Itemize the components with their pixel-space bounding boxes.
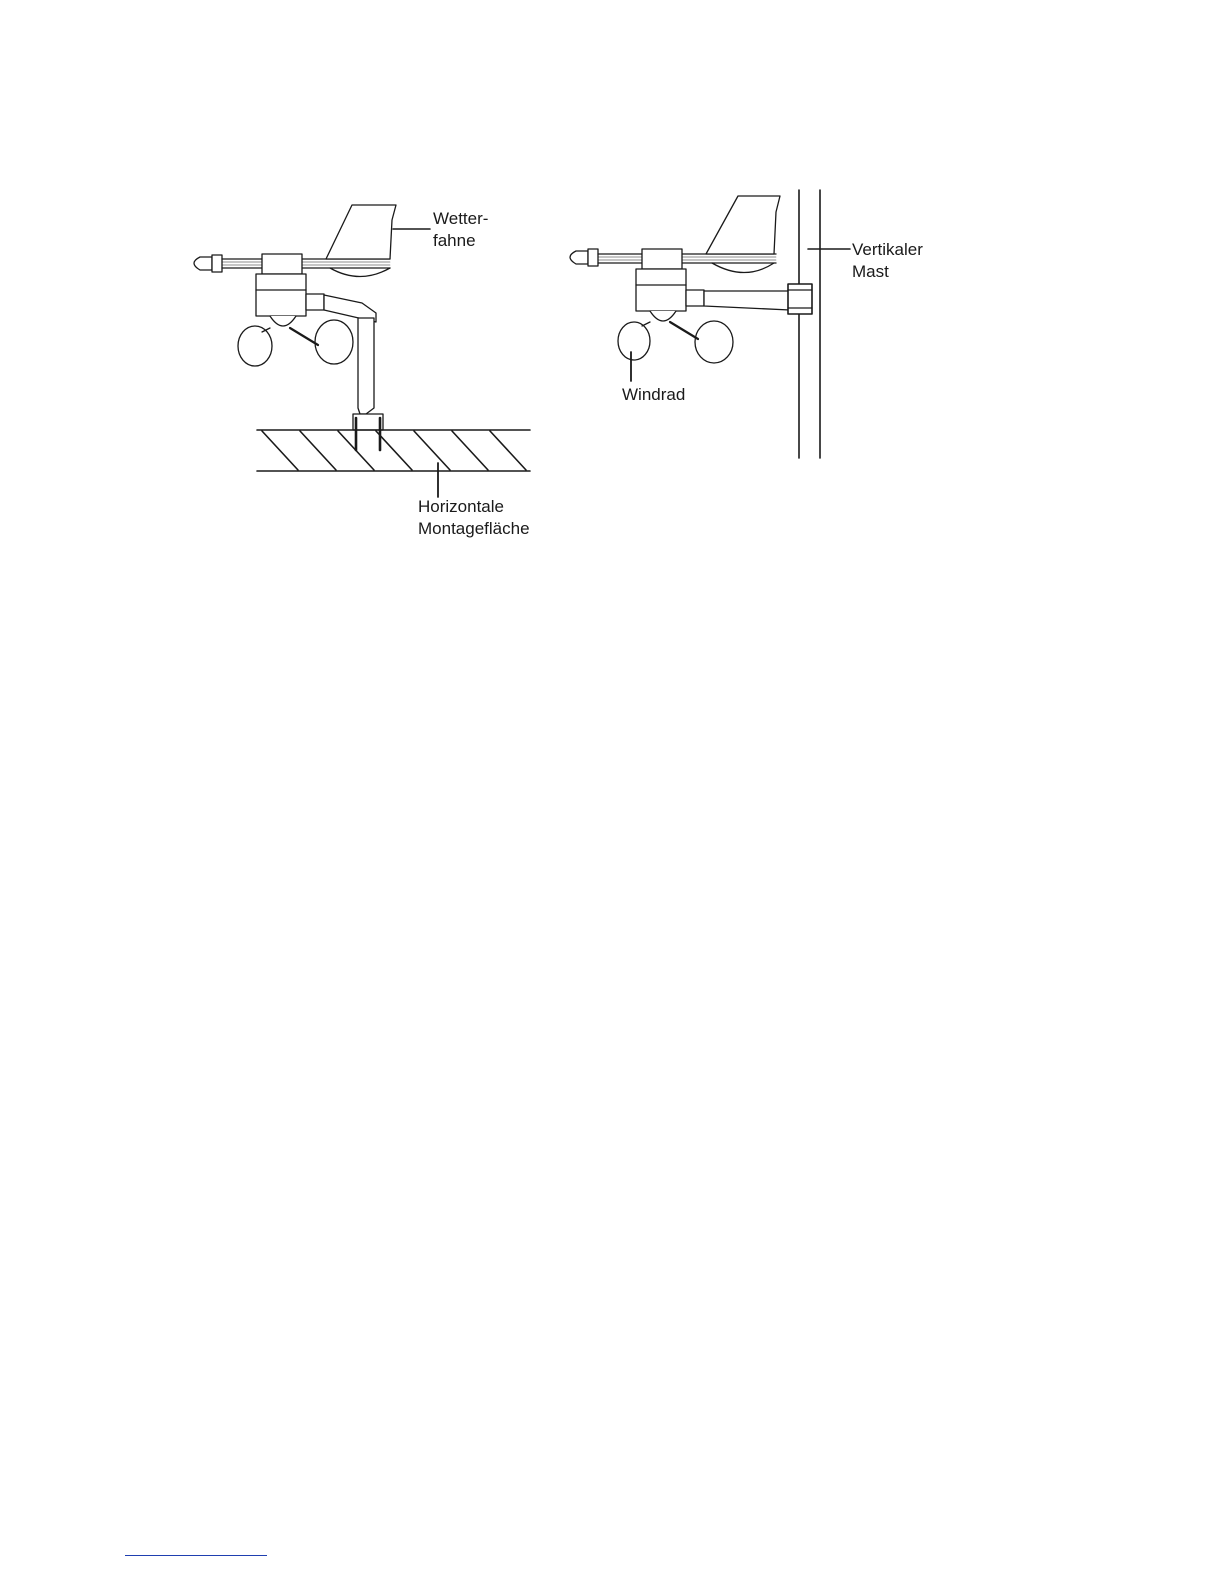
mounting-diagram (0, 0, 1224, 600)
horizontal-mounting-surface (257, 418, 530, 471)
left-cup-1 (238, 326, 272, 366)
right-sensor-assembly (570, 196, 790, 363)
left-cup-2 (315, 320, 353, 364)
left-vane-fin (326, 205, 396, 259)
left-arm-hub (262, 254, 302, 274)
label-windrad (622, 384, 685, 406)
vertical-mast (788, 190, 820, 458)
left-nose-cap (194, 257, 212, 270)
right-vane-fin (706, 196, 780, 254)
right-nose-cap (570, 251, 588, 264)
label-vertikaler-mast-line2: Mast (852, 262, 889, 281)
left-housing (256, 274, 306, 316)
label-wetterfahne-line1: Wetter- (433, 209, 489, 228)
right-cup-2 (695, 321, 733, 363)
label-vertikaler-mast-line1: Vertikaler (852, 240, 923, 259)
left-cup-hub (270, 316, 296, 326)
label-vertikaler-mast (852, 239, 923, 283)
left-nose-collar (212, 255, 222, 272)
label-wetterfahne-line2: fahne (433, 231, 476, 250)
right-cup-hub (650, 311, 676, 321)
label-montageflaeche-line2: Montagefläche (418, 519, 530, 538)
right-arm-hub (642, 249, 682, 269)
label-windrad-text: Windrad (622, 385, 686, 404)
right-housing (636, 269, 686, 311)
left-post (358, 318, 374, 414)
mounting-diagram-drawing (0, 0, 1224, 600)
label-montageflaeche-line1: Horizontale (418, 497, 504, 516)
label-montageflaeche (418, 496, 530, 540)
right-cup-1 (618, 322, 650, 360)
left-sensor-assembly (194, 205, 396, 430)
footnote-separator (125, 1555, 267, 1556)
label-wetterfahne (433, 208, 488, 252)
mast-clamp (788, 284, 812, 314)
